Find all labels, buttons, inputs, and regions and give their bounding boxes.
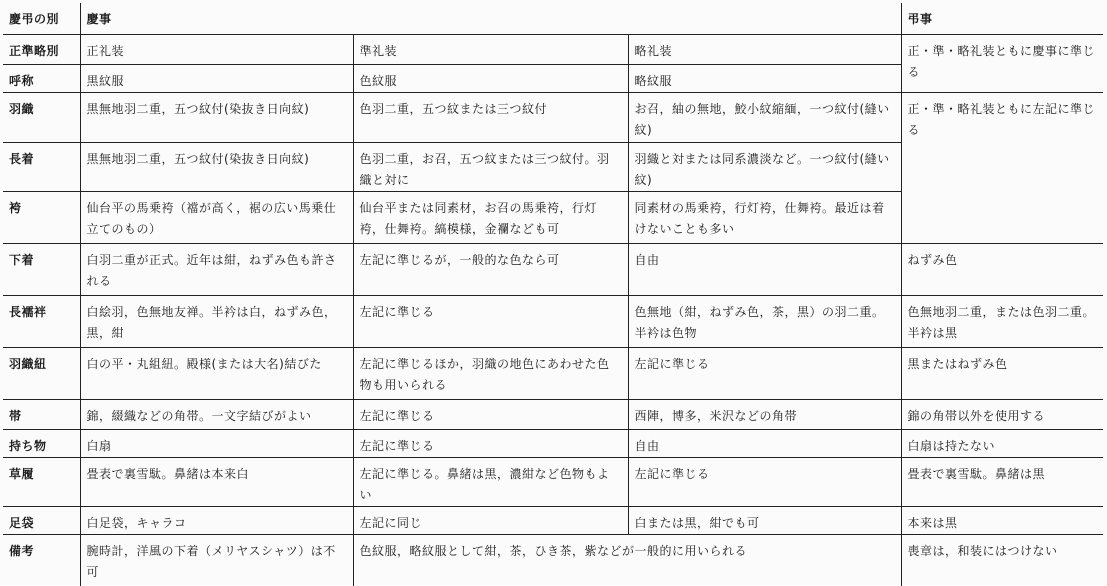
semi-formal-cell: 左記に準じるが，一般的な色なら可 (353, 243, 628, 295)
informal-cell: 略紋服 (628, 64, 901, 92)
table-row (3, 506, 1103, 534)
row-label: 慶弔の別 (9, 12, 60, 26)
table-row (3, 534, 1103, 586)
mourning-cell: ねずみ色 (901, 243, 1103, 295)
mourning-header: 弔事 (901, 3, 1103, 34)
semi-formal-cell: 色羽二重，お召，五つ紋または三つ紋付。羽織と対に (353, 142, 628, 191)
formal-header: 正礼装 (80, 34, 353, 64)
informal-cell: 西陣，博多，米沢などの角帯 (628, 399, 901, 429)
row-label: 羽織 (3, 92, 80, 142)
formal-cell: 仙台平の馬乗袴（襠が高く，裾の広い馬乗仕立てのもの） (80, 191, 353, 243)
table-row (3, 399, 1103, 429)
table-row (3, 34, 1103, 64)
semi-formal-cell: 色羽二重，五つ紋または三つ紋付 (353, 92, 628, 142)
semi-formal-cell: 左記に準じる。鼻緒は黒，濃紺など色物もよい (353, 457, 628, 506)
formal-cell: 黒無地羽二重，五つ紋付(染抜き日向紋) (80, 142, 353, 191)
row-label: 羽織紐 (3, 347, 80, 399)
row-label: 帯 (3, 399, 80, 429)
row-label: 長着 (3, 142, 80, 191)
table-row (3, 295, 1103, 347)
mourning-cell: 正・準・略礼装ともに左記に準じる (901, 92, 1103, 243)
table-row (3, 243, 1103, 295)
mourning-cell: 錦の角帯以外を使用する (901, 399, 1103, 429)
informal-cell: 左記に準じる (628, 347, 901, 399)
informal-cell: 左記に準じる (628, 457, 901, 506)
mourning-cell: 色無地羽二重，または色羽二重。半衿は黒 (901, 295, 1103, 347)
row-label: 長襦袢 (3, 295, 80, 347)
semi-formal-cell: 左記に準じる (353, 429, 628, 457)
formal-cell: 白足袋，キャラコ (80, 506, 353, 534)
mourning-cell: 白扇は持たない (901, 429, 1103, 457)
row-label: 呼称 (3, 64, 80, 92)
row-label: 正準略別 (3, 34, 80, 64)
semi-and-informal-cell: 色紋服，略紋服として紺，茶，ひき茶，紫などが一般的に用いられる (353, 534, 901, 586)
formal-cell: 白絵羽，色無地友禅。半衿は白，ねずみ色，黒，紺 (80, 295, 353, 347)
semi-formal-cell: 左記に準じるほか，羽織の地色にあわせた色物も用いられる (353, 347, 628, 399)
row-label: 草履 (3, 457, 80, 506)
row-label: 袴 (3, 191, 80, 243)
row-label: 持ち物 (3, 429, 80, 457)
informal-cell: 自由 (628, 243, 901, 295)
table-row (3, 3, 1103, 34)
mourning-cell: 喪章は，和装にはつけない (901, 534, 1103, 586)
informal-header: 略礼装 (628, 34, 901, 64)
row-label: 下着 (3, 243, 80, 295)
row-label: 足袋 (3, 506, 80, 534)
mourning-cell: 本来は黒 (901, 506, 1103, 534)
table-row (3, 92, 1103, 142)
informal-cell: 色無地（紺，ねずみ色，茶，黒）の羽二重。半衿は色物 (628, 295, 901, 347)
formal-cell: 腕時計，洋風の下着（メリヤスシャツ）は不可 (80, 534, 353, 586)
mourning-formality-note: 正・準・略礼装ともに慶事に準じる (901, 34, 1103, 92)
semi-formal-cell: 仙台平または同素材，お召の馬乗袴，行灯袴，仕舞袴。縞模様，金襴なども可 (353, 191, 628, 243)
formal-cell: 錦，綴織などの角帯。一文字結びがよい (80, 399, 353, 429)
semi-formal-cell: 左記に準じる (353, 399, 628, 429)
semi-formal-header: 準礼装 (353, 34, 628, 64)
table-row (3, 347, 1103, 399)
informal-cell: 同素材の馬乗袴，行灯袴，仕舞袴。最近は着けないことも多い (628, 191, 901, 243)
formal-cell: 畳表で裏雪駄。鼻緒は本来白 (80, 457, 353, 506)
formal-cell: 白羽二重が正式。近年は紺，ねずみ色も許される (80, 243, 353, 295)
informal-cell: お召，紬の無地，鮫小紋縮緬，一つ紋付(縫い紋) (628, 92, 901, 142)
semi-formal-cell: 左記に準じる (353, 295, 628, 347)
celebration-header: 慶事 (80, 3, 901, 34)
table-row (3, 457, 1103, 506)
table-row (3, 429, 1103, 457)
mourning-cell: 畳表で裏雪駄。鼻緒は黒 (901, 457, 1103, 506)
informal-cell: 白または黒，紺でも可 (628, 506, 901, 534)
semi-formal-cell: 色紋服 (353, 64, 628, 92)
informal-cell: 羽織と対または同系濃淡など。一つ紋付(縫い紋) (628, 142, 901, 191)
informal-cell: 自由 (628, 429, 901, 457)
kimono-formality-table (3, 3, 1103, 586)
semi-formal-cell: 左記に同じ (353, 506, 628, 534)
mourning-cell: 黒またはねずみ色 (901, 347, 1103, 399)
formal-cell: 黒無地羽二重，五つ紋付(染抜き日向紋) (80, 92, 353, 142)
row-label: 備考 (3, 534, 80, 586)
formal-cell: 黒紋服 (80, 64, 353, 92)
formal-cell: 白扇 (80, 429, 353, 457)
formal-cell: 白の平・丸組紐。殿様(または大名)結びた (80, 347, 353, 399)
